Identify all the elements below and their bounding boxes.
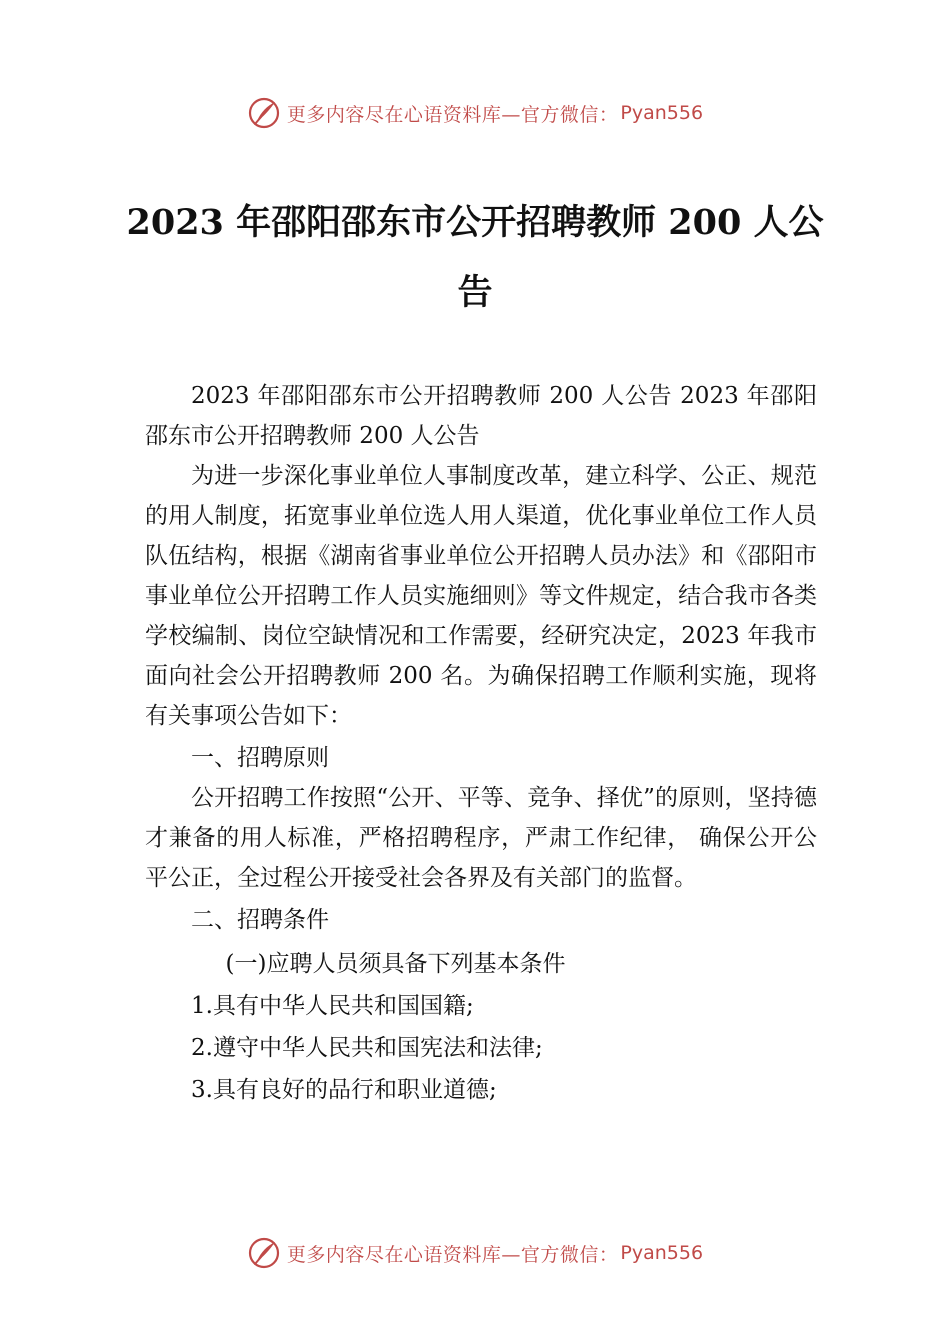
- paragraph-purpose: 为进一步深化事业单位人事制度改革，建立科学、公正、规范的用人制度，拓宽事业单位选人用人渠道，优化事业单位工作人员队伍结构，根据《湖南省事业单位公开招聘人员办法》和《邵阳市事业单位公开招聘工作人员实施细则》等文件规定，结合我市各类学校编制、岗位空缺情况和工作需要，经研究决定，2023 年我市面向社会公开招聘教师 200 名。为确保招聘工作顺利实施，现将有关事项公告如下：: [145, 463, 817, 729]
- section-heading-principles: 一、招聘原则: [191, 745, 329, 771]
- list-item: 2.遵守中华人民共和国宪法和法律;: [191, 1035, 543, 1061]
- list-item: 3.具有良好的品行和职业道德;: [191, 1077, 497, 1103]
- list-item: 1.具有中华人民共和国国籍;: [191, 993, 474, 1019]
- document-title: [120, 188, 830, 328]
- watermark-text: 更多内容尽在心语资料库—官方微信：: [286, 1243, 619, 1266]
- watermark-wechat-id: Pyan556: [620, 102, 704, 124]
- title-line-2: 告: [457, 272, 493, 313]
- document-body: [145, 376, 817, 1110]
- watermark-footer: [0, 1236, 950, 1270]
- title-line-1: 2023 年邵阳邵东市公开招聘教师 200 人公: [126, 202, 824, 243]
- watermark-text: 更多内容尽在心语资料库—官方微信：: [286, 103, 619, 126]
- section-heading-conditions: 二、招聘条件: [191, 907, 329, 933]
- paragraph-principles: 公开招聘工作按照“公开、平等、竞争、择优”的原则，坚持德才兼备的用人标准，严格招聘程序，严肃工作纪律， 确保公开公平公正，全过程公开接受社会各界及有关部门的监督。: [145, 785, 817, 891]
- paragraph-intro: 2023 年邵阳邵东市公开招聘教师 200 人公告 2023 年邵阳邵东市公开招聘教师 200 人公告: [145, 383, 817, 449]
- quill-logo-icon: [247, 96, 281, 130]
- watermark-wechat-id: Pyan556: [620, 1242, 704, 1264]
- watermark-header: [0, 96, 950, 130]
- quill-logo-icon: [247, 1236, 281, 1270]
- subsection-basic-conditions: (一)应聘人员须具备下列基本条件: [225, 951, 566, 977]
